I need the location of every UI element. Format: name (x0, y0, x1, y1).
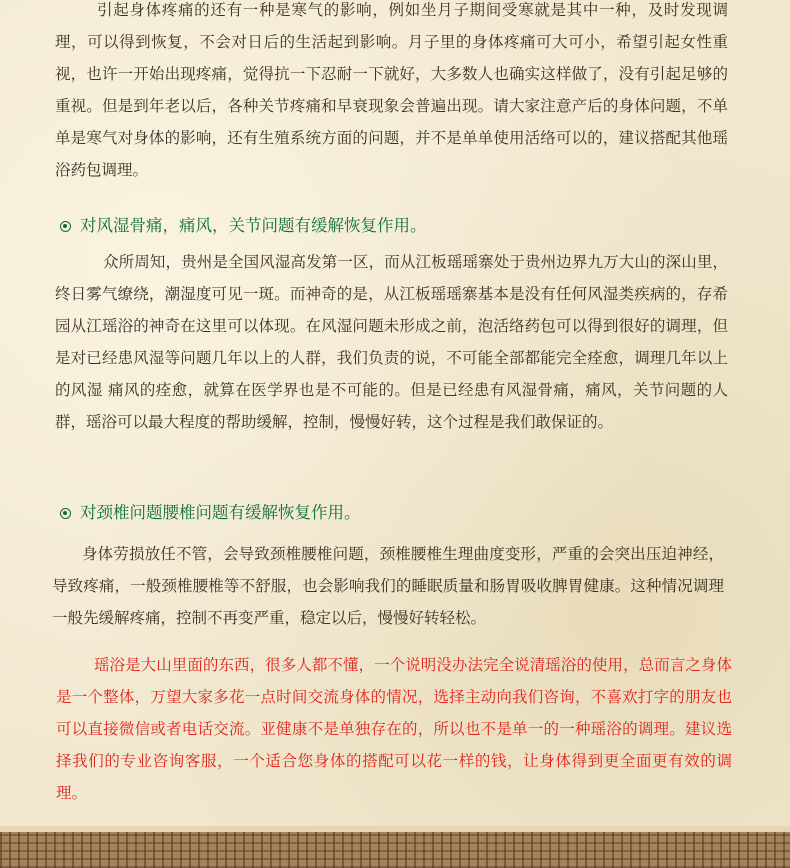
section-heading-spine-text: 对颈椎问题腰椎问题有缓解恢复作用。 (80, 503, 361, 522)
section-heading-spine (60, 499, 361, 523)
paragraph-spine: 身体劳损放任不管，会导致颈椎腰椎问题，颈椎腰椎生理曲度变形，严重的会突出压迫神经，导致疼痛，一般颈椎腰椎等不舒服，也会影响我们的睡眠质量和肠胃吸收脾胃健康。这种情况调理一般先缓解疼痛，控制不再变严重，稳定以后，慢慢好转轻松。 (52, 545, 724, 627)
paragraph-postpartum-cold: 引起身体疼痛的还有一种是寒气的影响，例如坐月子期间受寒就是其中一种，及时发现调理，可以得到恢复，不会对日后的生活起到影响。月子里的身体疼痛可大可小，希望引起女性重视，也许一开始出现疼痛，觉得抗一下忍耐一下就好，大多数人也确实这样做了，没有引起足够的重视。但是到年老以后，各种关节疼痛和早衰现象会普遍出现。请大家注意产后的身体问题，不单单是寒气对身体的影响，还有生殖系统方面的问题，并不是单单使用活络可以的，建议搭配其他瑶浴药包调理。 (55, 1, 728, 179)
paragraph-rheumatism: 众所周知，贵州是全国风湿高发第一区，而从江板瑶瑶寨处于贵州边界九万大山的深山里，终日雾气缭绕，潮湿度可见一斑。而神奇的是，从江板瑶瑶寨基本是没有任何风湿类疾病的，存希园从江瑶浴的神奇在这里可以体现。在风湿问题未形成之前，泡活络药包可以得到很好的调理，但是对已经患风湿等问题几年以上的人群，我们负责的说，不可能全部都能完全痊愈，调理几年以上的风湿 痛风的痊愈，就算在医学界也是不可能的。但是已经患有风湿骨痛，痛风，关节问题的人群，瑶浴可以最大程度的帮助缓解，控制，慢慢好转，这个过程是我们敢保证的。 (55, 253, 728, 431)
paragraph-consultation-notice: 瑶浴是大山里面的东西，很多人都不懂，一个说明没办法完全说清瑶浴的使用，总而言之身体是一个整体，万望大家多花一点时间交流身体的情况，选择主动向我们咨询，不喜欢打字的朋友也可以直接微信或者电话交流。亚健康不是单独存在的，所以也不是单一的一种瑶浴的调理。建议选择我们的专业咨询客服，一个适合您身体的搭配可以花一样的钱，让身体得到更全面更有效的调理。 (56, 656, 732, 802)
section-heading-rheumatism-text: 对风湿骨痛，痛风，关节问题有缓解恢复作用。 (80, 216, 427, 235)
footer-lattice-border (0, 826, 790, 868)
target-bullet-icon (60, 508, 71, 519)
target-bullet-icon (60, 221, 71, 232)
section-heading-rheumatism (60, 212, 427, 236)
